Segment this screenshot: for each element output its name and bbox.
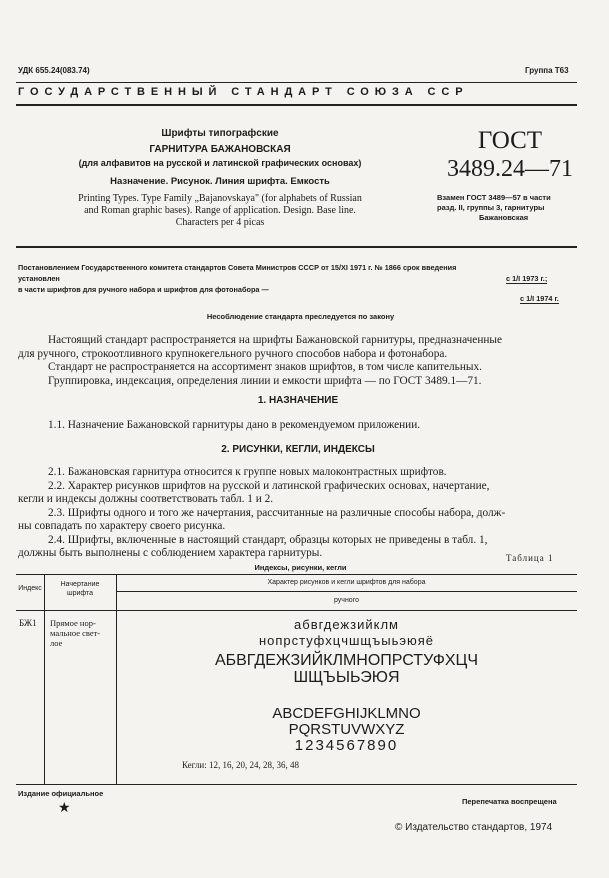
replaces-note <box>437 193 551 223</box>
section-2-p4b: должны быть выполнены с соблюдением характера гарнитуры. <box>18 547 323 559</box>
official-edition: Издание официальное <box>18 789 104 798</box>
english-title-1: Printing Types. Type Family „Bajanovskaya" (for alphabets of Russian <box>78 193 362 204</box>
replaces-1: Взамен ГОСТ 3489—57 в части <box>437 193 551 202</box>
replaces-3: Бажановская <box>479 213 529 222</box>
table-row-style-3: лое <box>50 638 63 648</box>
table-header-index: Индекс <box>18 585 42 592</box>
title-scope: Назначение. Рисунок. Линия шрифта. Емкость <box>110 176 330 187</box>
sample-latin-1: ABCDEFGHIJKLMNO <box>272 705 421 722</box>
table-row-style <box>50 618 100 648</box>
section-1-p1: 1.1. Назначение Бажановской гарнитуры дано в рекомендуемом приложении. <box>48 419 421 431</box>
table-top-border <box>16 574 577 575</box>
section-2-p3a: 2.3. Шрифты одного и того же начертания, рассчитанные на различные способы набора, долж- <box>48 506 506 519</box>
table-header-manual: ручного <box>333 597 359 604</box>
table-sizes: Кегли: 12, 16, 20, 24, 28, 36, 48 <box>182 760 299 770</box>
intro-paragraph <box>18 334 578 388</box>
intro-p1a: Настоящий стандарт распространяется на шрифты Бажановской гарнитуры, предназначенные <box>48 334 503 346</box>
decree-date-1: с 1/I 1973 г.; <box>506 274 548 283</box>
section-2-p3b: ны совпадать по характеру своего рисунка. <box>18 520 226 532</box>
violation-note: Несоблюдение стандарта преследуется по закону <box>206 312 395 321</box>
sample-digits: 1234567890 <box>294 737 399 754</box>
table-row-style-1: Прямое нор- <box>50 618 96 628</box>
table-header-style-2: шрифта <box>66 590 94 597</box>
top-rule <box>16 82 577 83</box>
decree-date-2: с 1/I 1974 г. <box>520 294 559 303</box>
intro-p3: Группировка, индексация, определения линии и емкости шрифта — по ГОСТ 3489.1—71. <box>48 374 482 387</box>
section-2-p2a: 2.2. Характер рисунков шрифтов на русской и латинской графических основах, начертание, <box>48 479 490 492</box>
table-header-style-1: Начертание <box>60 581 100 588</box>
table-label: Таблица 1 <box>506 553 554 563</box>
intro-p1b: для ручного, строкоотливного крупнокегельного ручного способов набора и фотонабора. <box>18 347 448 360</box>
title-family: ГАРНИТУРА БАЖАНОВСКАЯ <box>149 144 291 155</box>
banner-rule <box>16 104 577 106</box>
sample-lowercase-2: нопрстуфхцчшщъыьэюяё <box>258 633 435 648</box>
section-2-p2b: кегли и индексы должны соответствовать табл. 1 и 2. <box>18 493 274 505</box>
decree-line-3: в части шрифтов для ручного набора и шрифтов для фотонабора — <box>18 285 269 294</box>
section-2-p4a: 2.4. Шрифты, включенные в настоящий стандарт, образцы которых не приведены в табл. 1, <box>48 533 488 546</box>
star-icon: ★ <box>58 801 71 816</box>
gost-number: 3489.24—71 <box>447 156 573 182</box>
reprint-forbidden: Перепечатка воспрещена <box>462 797 557 806</box>
group-code: Группа Т63 <box>525 66 569 75</box>
decree-rule <box>16 246 577 248</box>
english-title-3: Characters per 4 picas <box>175 217 265 228</box>
table-row-index: БЖ1 <box>19 618 37 628</box>
sample-uppercase-1: АБВГДЕЖЗИЙКЛМНОПРСТУФХЦЧ <box>214 652 479 669</box>
section-1-body <box>18 419 578 433</box>
replaces-2: разд. II, группы 3, гарнитуры <box>437 203 545 212</box>
sample-latin-2: PQRSTUVWXYZ <box>288 721 405 738</box>
table-row-style-2: мальное свет- <box>50 628 101 638</box>
table-header-style <box>44 580 116 598</box>
table-header-border <box>16 610 577 611</box>
table-subheader-border <box>116 591 577 592</box>
table-caption: Индексы, рисунки, кегли <box>254 563 347 572</box>
publisher-copyright: © Издательство стандартов, 1974 <box>395 822 553 833</box>
section-2-heading: 2. РИСУНКИ, КЕГЛИ, ИНДЕКСЫ <box>221 444 375 455</box>
table-col-divider-1 <box>44 574 45 784</box>
section-2-p1: 2.1. Бажановская гарнитура относится к группе новых малоконтрастных шрифтов. <box>48 466 447 478</box>
section-1-heading: 1. НАЗНАЧЕНИЕ <box>257 395 339 406</box>
sample-lowercase-1: абвгдежзийклм <box>294 617 399 632</box>
title-subtitle: (для алфавитов на русской и латинской графических основах) <box>78 158 362 168</box>
state-standard-banner: ГОСУДАРСТВЕННЫЙ СТАНДАРТ СОЮЗА ССР <box>18 86 469 98</box>
decree-line-2: установлен <box>18 274 60 283</box>
table-1 <box>16 574 577 784</box>
table-bottom-rule <box>16 784 577 785</box>
udc-code: УДК 655.24(083.74) <box>18 66 90 75</box>
english-title <box>30 193 410 229</box>
sample-uppercase-2: ШЩЪЫЬЭЮЯ <box>293 669 400 686</box>
intro-p2: Стандарт не распространяется на ассортимент знаков шрифтов, в том числе капительных. <box>48 361 482 373</box>
section-2-body <box>18 466 578 561</box>
decree-line-1: Постановлением Государственного комитета стандартов Совета Министров СССР от 15/XI 1971 г. № 1866 срок введения <box>18 263 457 272</box>
gost-label: ГОСТ <box>477 127 543 154</box>
english-title-2: and Roman graphic bases). Range of application. Design. Base line. <box>84 205 356 216</box>
title-line-1: Шрифты типографские <box>161 128 279 139</box>
table-header-design: Характер рисунков и кегли шрифтов для набора <box>267 579 426 586</box>
